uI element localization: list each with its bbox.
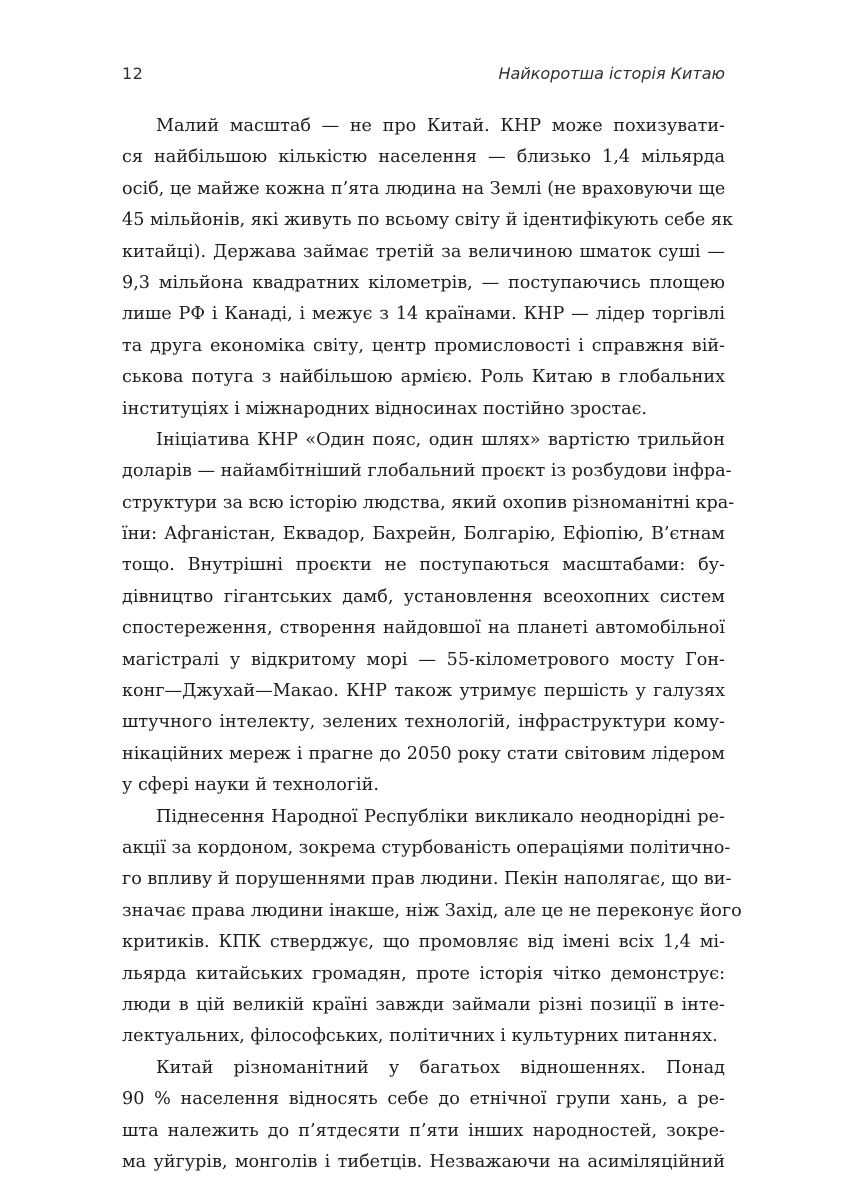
text-line: китайці). Держава займає третій за величиною шматок суші — — [122, 241, 725, 262]
text-line: лише РФ і Канаді, і межує з 14 країнами. КНР — лідер торгівлі — [122, 304, 725, 325]
text-line: 45 мільйонів, які живуть по всьому світу й ідентифікують себе як — [122, 210, 734, 231]
book-title: Найкоротша історія Китаю — [498, 64, 725, 83]
text-line: магістралі у відкритому морі — 55-кілометрового мосту Гон- — [122, 649, 725, 670]
text-line: акції за кордоном, зокрема стурбованість операціями політично- — [122, 837, 731, 858]
text-line: 90 % населення відносять себе до етнічної групи хань, а ре- — [122, 1089, 725, 1110]
text-line: люди в цій великій країні завжди займали різні позиції в інте- — [122, 994, 725, 1015]
text-line: значає права людини інакше, ніж Захід, але це не переконує його — [122, 900, 742, 921]
text-line: нікаційних мереж і прагне до 2050 року стати світовим лідером — [122, 743, 725, 764]
text-line: Китай різноманітний у багатьох відношеннях. Понад — [156, 1057, 725, 1078]
text-line: дівництво гігантських дамб, установлення всеохопних систем — [122, 586, 725, 607]
text-line: Ініціатива КНР «Один пояс, один шлях» вартістю трильйон — [156, 429, 725, 450]
text-line: го впливу й порушеннями прав людини. Пекін наполягає, що ви- — [122, 869, 732, 890]
text-line: та друга економіка світу, центр промисловості і справжня вій- — [122, 335, 725, 356]
text-line: конг—Джухай—Макао. КНР також утримує першість у галузях — [122, 681, 725, 702]
text-line: структури за всю історію людства, який охопив різноманітні кра- — [122, 492, 735, 513]
text-line: Піднесення Народної Республіки викликало неоднорідні ре- — [156, 806, 725, 827]
text-line: ма уйгурів, монголів і тибетців. Незважаючи на асиміляційний — [122, 1151, 725, 1172]
text-line: льярда китайських громадян, проте історія чітко демонструє: — [122, 963, 725, 984]
running-header — [122, 64, 725, 88]
text-line: 9,3 мільйона квадратних кілометрів, — поступаючись площею — [122, 272, 725, 293]
text-line: шта належить до п’ятдесяти п’яти інших народностей, зокре- — [122, 1120, 725, 1141]
page-number: 12 — [122, 64, 144, 83]
text-line: спостереження, створення найдовшої на планеті автомобільної — [122, 618, 725, 639]
text-line: їни: Афганістан, Еквадор, Бахрейн, Болгарію, Ефіопію, В’єтнам — [122, 524, 725, 545]
text-line: ся найбільшою кількістю населення — близько 1,4 мільярда — [122, 147, 725, 168]
body-text — [122, 111, 742, 1178]
text-line: осіб, це майже кожна п’ята людина на Землі (не враховуючи ще — [122, 178, 726, 199]
text-line: критиків. КПК стверджує, що промовляє від імені всіх 1,4 мі- — [122, 932, 725, 953]
text-line: доларів — найамбітніший глобальний проєкт із розбудови інфра- — [122, 461, 732, 482]
text-line: Малий масштаб — не про Китай. КНР може похизувати- — [156, 116, 725, 136]
text-line: лектуальних, філософських, політичних і культурних питаннях. — [122, 1026, 718, 1047]
text-line: ськова потуга з найбільшою армією. Роль Китаю в глобальних — [122, 367, 725, 388]
text-line: штучного інтелекту, зелених технологій, інфраструктури кому- — [122, 712, 725, 733]
text-line: тощо. Внутрішні проєкти не поступаються масштабами: бу- — [122, 555, 725, 576]
text-line: інституціях і міжнародних відносинах постійно зростає. — [122, 398, 648, 419]
text-line: у сфері науки й технологій. — [122, 775, 379, 796]
